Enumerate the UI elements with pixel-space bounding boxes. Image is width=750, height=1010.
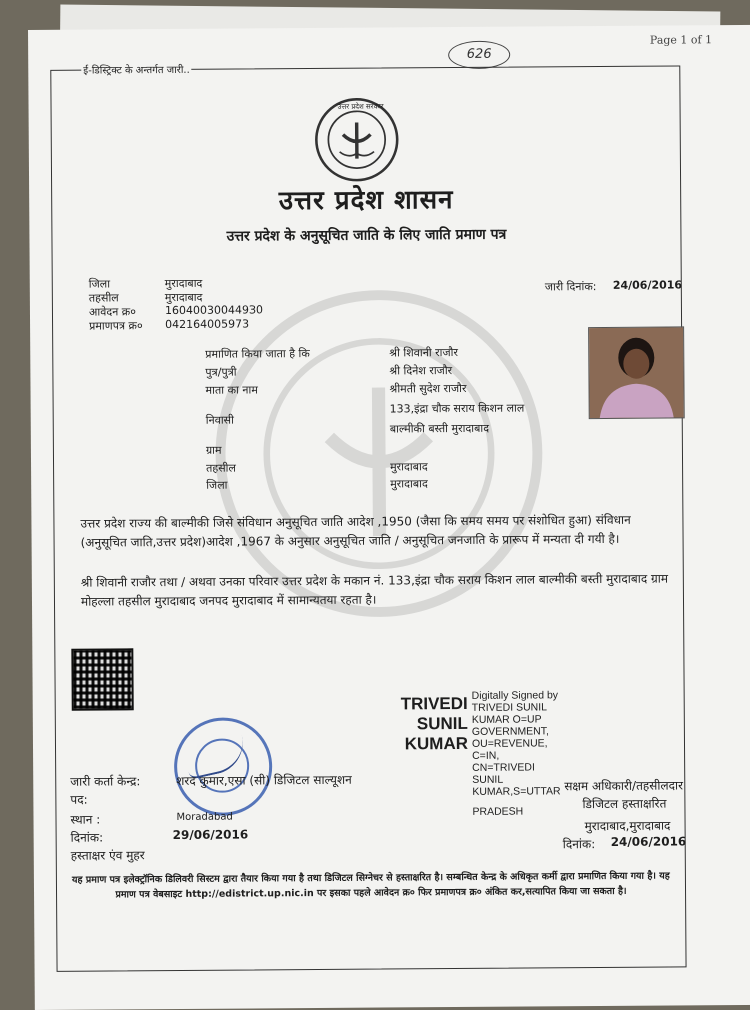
issuer-date-value: 29/06/2016	[172, 827, 249, 843]
tehsil-label: तहसील	[88, 291, 119, 305]
dsig-line: KUMAR O=UP	[471, 713, 542, 726]
header-note: ई-डिस्ट्रिक्ट के अन्तर्गत जारी..	[81, 62, 192, 77]
application-label: आवेदन क्र०	[88, 305, 136, 319]
footer-note: यह प्रमाण पत्र इलेक्ट्रॉनिक डिलिवरी सिस्टम द्वारा तैयार किया गया है तथा डिजिटल सिग्नेचर से हस्ताक्षरित है। सम्बन्धित केन्द्र के अधिकृत कर्मी द्वारा प्रमाणित किया गया है। यह प्रमाण पत्र वेबसाइट http://edistrict.up.nic.in पर इसका पहले आवेदन क्र० फिर प्रमाणपत्र क्र० अंकित कर,सत्यापित किया जा सकता है।	[71, 870, 670, 901]
issuer-post-label: पद:	[70, 792, 88, 807]
dsig-line: SUNIL	[472, 773, 504, 786]
dsig-line: TRIVEDI SUNIL	[471, 701, 548, 714]
district-value: मुरादाबाद	[164, 276, 203, 291]
caste-paragraph: उत्तर प्रदेश राज्य की बाल्मीकी जिसे संविधान अनुसूचित जाति आदेश ,1950 (जैसा कि समय समय पर संशोधित हुआ) संविधान (अनुसूचित जाति,उत्तर प्रदेश)आदेश ,1967 के अनुसार अनुसूचित जाति / अनुसूचित जनजाति के प्रारूप में मन्यता दी गयी है।	[80, 512, 631, 550]
qr-code	[71, 648, 133, 710]
dsig-line: GOVERNMENT,	[471, 725, 549, 738]
issuer-place-label: स्थान :	[70, 812, 101, 827]
authority-digital: डिजिटल हस्ताक्षरित	[582, 796, 667, 812]
authority-date-label: दिनांक:	[562, 837, 596, 852]
address-line1: 133,इंद्रा चौक सराय किशन लाल	[389, 401, 525, 416]
signer-name-line2: SUNIL	[416, 713, 468, 734]
signer-name-line3: KUMAR	[404, 733, 469, 754]
dsig-line: C=IN,	[472, 749, 500, 762]
application-value: 160400300449З0	[164, 303, 264, 318]
certificate-value: 042164005973	[165, 317, 250, 332]
dsig-line: Digitally Signed by	[471, 689, 559, 702]
certificate-subtitle: उत्तर प्रदेश के अनुसूचित जाति के लिए जाति प्रमाण पत्र	[226, 226, 507, 245]
mother-value: श्रीमती सुदेश राजौर	[389, 381, 467, 396]
person-silhouette-icon	[589, 327, 684, 418]
dsig-line-state: PRADESH	[472, 805, 524, 818]
person-tehsil-value: मुरादाबाद	[390, 460, 428, 474]
issuer-center-label: जारी कर्ता केन्द्र:	[70, 774, 141, 789]
certified-label: प्रमाणित किया जाता है कि	[205, 347, 310, 361]
signer-name	[390, 694, 468, 755]
issuer-place-value: Moradabad	[176, 811, 233, 823]
relation-value: श्री दिनेश राजौर	[389, 364, 453, 378]
dsig-line: KUMAR,S=UTTAR	[472, 785, 561, 798]
applicant-photo	[588, 326, 685, 419]
dsig-line: CN=TRIVEDI	[472, 761, 535, 774]
page-number: Page 1 of 1	[649, 33, 713, 47]
digital-signature-block	[472, 689, 561, 798]
issuer-sign-label: हस्ताक्षर एंव मुहर	[70, 848, 145, 863]
issue-date-label: जारी दिनांक:	[544, 280, 597, 294]
residence-paragraph: श्री शिवानी राजौर तथा / अथवा उनका परिवार उत्तर प्रदेश के मकान नं. 133,इंद्रा चौक सराय किशन लाल बाल्मीकी बस्ती मुरादाबाद ग्राम मोहल्ला तहसील मुरादाबाद जनपद मुरादाबाद में सामान्यतया रहता है।	[80, 571, 669, 609]
certificate-label: प्रमाणपत्र क्र०	[89, 319, 143, 333]
certificate-page	[28, 25, 750, 1010]
person-district-label: जिला	[206, 478, 228, 492]
authority-place: मुरादाबाद,मुरादाबाद	[584, 818, 671, 834]
issuer-date-label: दिनांक:	[70, 830, 104, 845]
authority-date-value: 24/06/2016	[610, 834, 687, 849]
mother-label: माता का नाम	[205, 383, 258, 397]
person-district-value: मुरादाबाद	[390, 477, 428, 491]
authority-title: सक्षम अधिकारी/तहसीलदार	[564, 778, 684, 794]
signer-name-line1: TRIVEDI	[400, 693, 468, 714]
resident-value: बाल्मीकी बस्ती मुरादाबाद	[389, 421, 490, 436]
dsig-line: OU=REVENUE,	[471, 737, 548, 750]
certificate-title: उत्तर प्रदेश शासन	[278, 185, 454, 217]
tehsil-value: मुरादाबाद	[164, 290, 203, 305]
district-label: जिला	[88, 277, 111, 291]
emblem-text: उत्तर प्रदेश सरकार	[337, 102, 384, 111]
certified-value: श्री शिवानी राजौर	[389, 346, 459, 360]
handwritten-number: 626	[448, 41, 510, 69]
person-tehsil-label: तहसील	[206, 461, 236, 475]
certificate-frame	[50, 65, 686, 971]
issue-date-value: 24/06/2016	[612, 278, 683, 292]
village-label: ग्राम	[205, 443, 222, 457]
issuer-center-value: शरद कुमार,एसा (सी) डिजिटल साल्यूशन	[176, 772, 352, 788]
relation-label: पुत्र/पुत्री	[205, 365, 237, 379]
resident-label: निवासी	[205, 413, 234, 427]
